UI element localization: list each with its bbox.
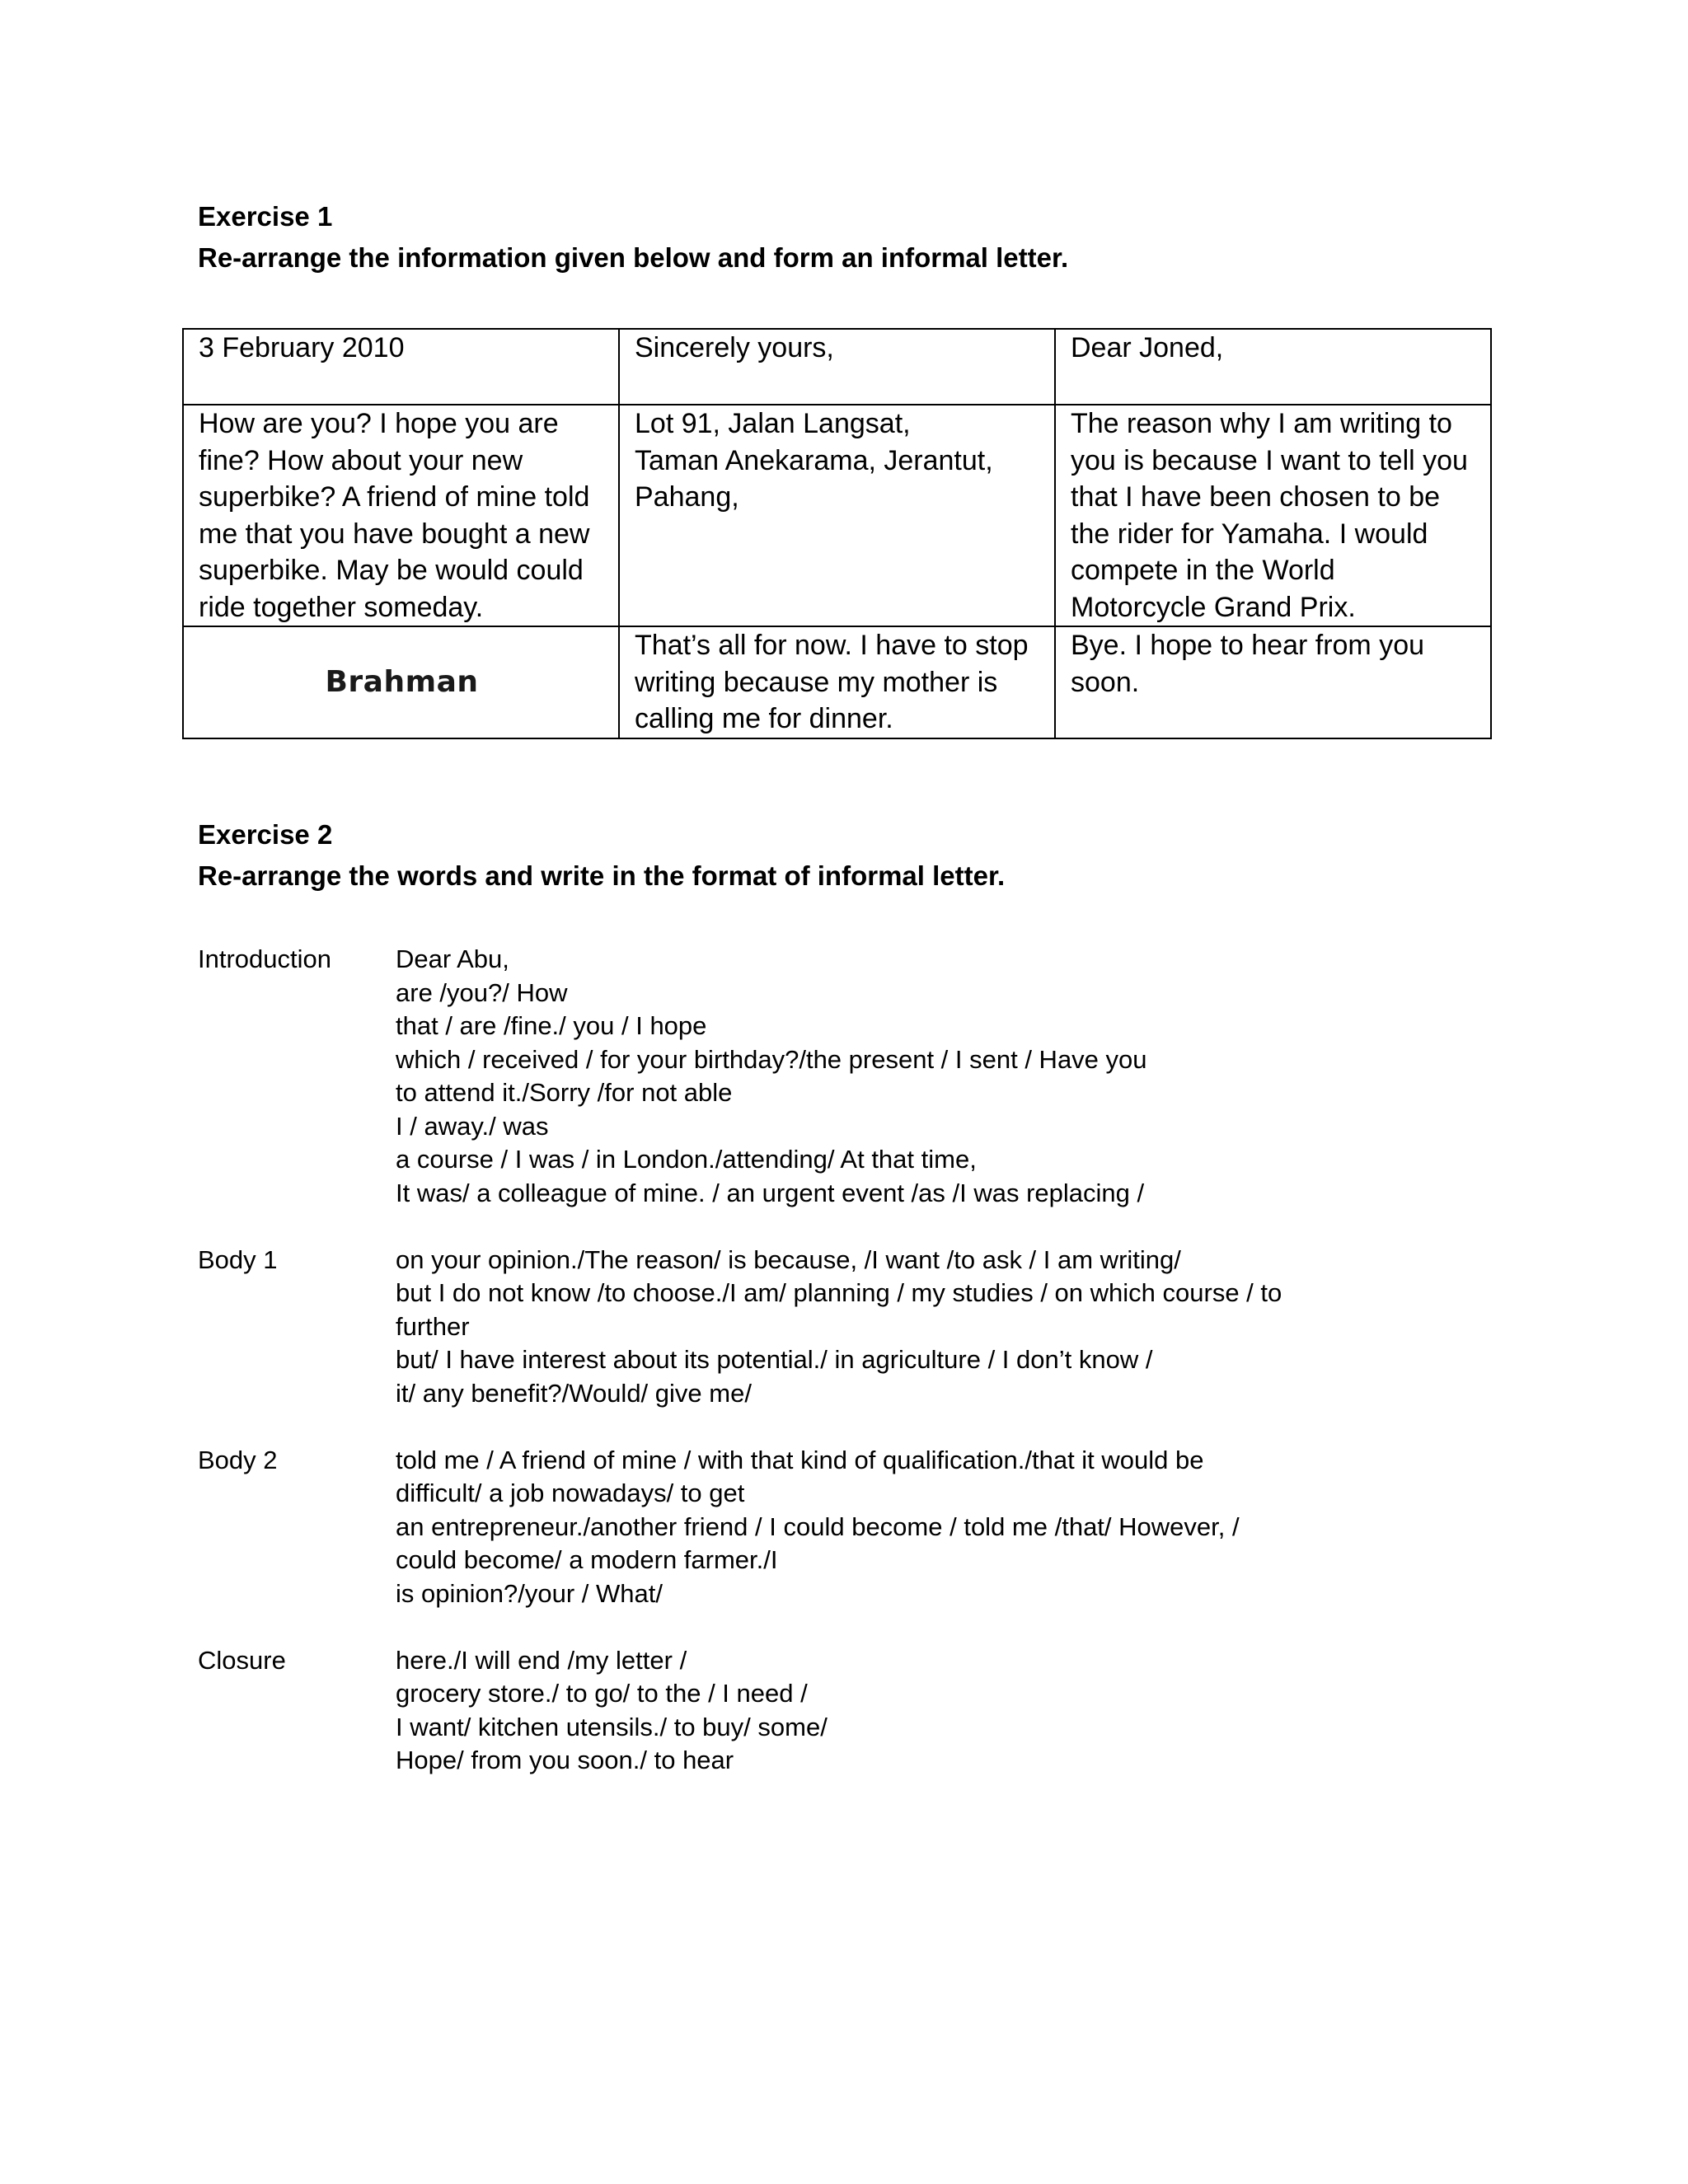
section-body-1 [198,1244,1484,1411]
ending-cell [619,626,1055,738]
list-item: but I do not know /to choose./I am/ planning / my studies / on which course / to [396,1278,1282,1307]
section-lines [396,943,1484,1210]
cell-text: That’s all for now. I have to stop writing because my mother is calling me for dinner. [635,630,1029,734]
closing-cell [619,329,1055,405]
cell-text: Bye. I hope to hear from you soon. [1071,630,1425,698]
section-label: Body 2 [198,1445,278,1474]
list-item: an entrepreneur./another friend / I could become / told me /that/ However, / [396,1511,1240,1541]
exercise1-instruction: Re-arrange the information given below and form an informal letter. [198,242,1069,273]
list-item: are /you?/ How [396,977,568,1007]
list-item: further [396,1311,470,1341]
cell-text: 3 February 2010 [199,332,405,363]
section-label: Closure [198,1645,286,1675]
salutation-cell [1055,329,1491,405]
list-item: Dear Abu, [396,944,509,973]
list-item: to attend it./Sorry /for not able [396,1078,733,1107]
exercise1-table [182,328,1492,739]
cell-text: Dear Joned, [1071,332,1224,363]
farewell-cell [1055,626,1491,738]
section-closure [198,1644,1484,1778]
date-cell [183,329,619,405]
list-item: could become/ a modern farmer./I [396,1545,778,1574]
section-label: Introduction [198,944,331,973]
signature-cell [183,626,619,738]
list-item: Hope/ from you soon./ to hear [396,1746,734,1774]
section-lines [396,1444,1484,1611]
section-introduction [198,943,1484,1210]
cell-text: The reason why I am writing to you is because I want to tell you that I have been chosen to be the rider for Yamaha. I would compete in the World Motorcycle Grand Prix. [1071,408,1468,623]
section-lines [396,1644,1484,1778]
cell-text: Sincerely yours, [635,332,834,363]
exercise2-sections [198,943,1484,1811]
list-item: but/ I have interest about its potential./ in agriculture / I don’t know / [396,1345,1153,1374]
list-item: I want/ kitchen utensils./ to buy/ some/ [396,1712,828,1741]
address-cell [619,405,1055,626]
list-item: It was/ a colleague of mine. / an urgent event /as /I was replacing / [396,1178,1145,1207]
section-lines [396,1244,1484,1411]
list-item: I / away./ was [396,1111,549,1141]
exercise2-title: Exercise 2 [198,819,333,850]
table-row [183,626,1491,738]
section-body-2 [198,1444,1484,1611]
section-label: Body 1 [198,1244,278,1274]
list-item: on your opinion./The reason/ is because, /I want /to ask / I am writing/ [396,1244,1181,1274]
list-item: here./I will end /my letter / [396,1645,687,1675]
list-item: grocery store./ to go/ to the / I need / [396,1679,808,1708]
list-item: which / received / for your birthday?/the present / I sent / Have you [396,1044,1147,1074]
cell-text: Lot 91, Jalan Langsat, Taman Anekarama, Jerantut, Pahang, [635,408,993,513]
list-item: told me / A friend of mine / with that kind of qualification./that it would be [396,1445,1204,1474]
exercise1-title: Exercise 1 [198,201,333,232]
list-item: it/ any benefit?/Would/ give me/ [396,1378,752,1408]
list-item: is opinion?/your / What/ [396,1578,663,1608]
list-item: difficult/ a job nowadays/ to get [396,1479,745,1507]
exercise2-instruction: Re-arrange the words and write in the format of informal letter. [198,860,1006,891]
list-item: that / are /fine./ you / I hope [396,1011,707,1040]
list-item: a course / I was / in London./attending/ At that time, [396,1145,977,1174]
signature: Brahman [325,664,479,699]
greeting-cell [183,405,619,626]
table-row [183,329,1491,405]
body-cell [1055,405,1491,626]
table-row [183,405,1491,626]
cell-text: How are you? I hope you are fine? How about your new superbike? A friend of mine told me that you have bought a new superbike. May be would could ride together someday. [199,408,590,623]
